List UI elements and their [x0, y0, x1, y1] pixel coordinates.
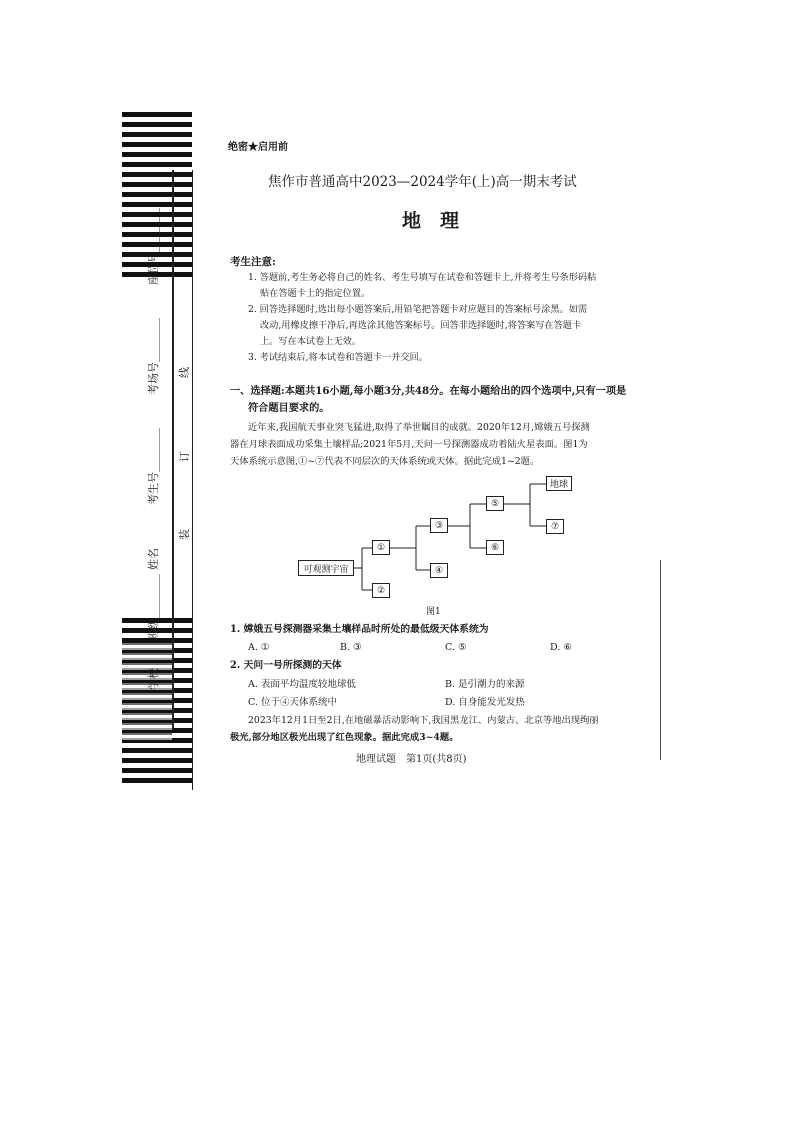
field-examinee: 考生号________	[147, 428, 160, 505]
q2-option-c: C. 位于④天体系统中	[248, 697, 337, 708]
notice-item-2: 2. 回答选择题时,选出每小题答案后,用铅笔把答题卡对应题目的答案标号涂黑。如需	[248, 304, 588, 315]
celestial-system-diagram	[290, 470, 600, 610]
field-seat: 座位号________	[147, 208, 160, 285]
notice-item-3: 3. 考试结束后,将本试卷和答题卡一并交回。	[248, 352, 428, 363]
exam-title: 焦作市普通高中2023—2024学年(上)高一期末考试	[268, 174, 577, 190]
q1-option-c: C. ⑤	[445, 642, 467, 653]
diagram-node-earth: 地球	[546, 476, 572, 491]
diagram-node-2: ②	[372, 583, 390, 598]
q1-stem: 1. 嫦娥五号探测器采集土壤样品时所处的最低级天体系统为	[230, 624, 489, 635]
passage2-line1: 2023年12月1日至2日,在地磁暴活动影响下,我国黑龙江、内蒙古、北京等地出现绚丽	[248, 715, 599, 726]
cut-mark-line: 线	[178, 367, 191, 378]
q1-option-a: A. ①	[248, 642, 270, 653]
field-class: 班级________	[147, 574, 160, 640]
q1-option-b: B. ③	[340, 642, 362, 653]
page-footer: 地理试题 第1页(共8页)	[356, 754, 467, 765]
notice-item-1: 1. 答题前,考生务必将自己的姓名、考生号填写在试卷和答题卡上,并将考生号条形码粘	[248, 272, 597, 283]
cut-mark-pack: 装	[178, 529, 191, 540]
q2-option-d: D. 自身能发光发热	[445, 697, 525, 708]
field-school: 学校	[147, 668, 160, 690]
binding-line	[172, 170, 174, 730]
notice-item-2b: 改动,用橡皮擦干净后,再选涂其他答案标号。回答非选择题时,将答案写在答题卡	[260, 320, 582, 331]
binding-white-gap	[122, 640, 172, 740]
q2-stem: 2. 天问一号所探测的天体	[230, 660, 342, 671]
q2-option-b: B. 是引潮力的来源	[445, 679, 525, 690]
field-name: 姓名	[147, 548, 160, 570]
subject-title: 地 理	[402, 210, 460, 232]
binding-line-outer	[192, 170, 193, 790]
diagram-node-7: ⑦	[546, 519, 564, 534]
section-heading-line1: 一、选择题:本题共16小题,每小题3分,共48分。在每小题给出的四个选项中,只有一项是	[230, 385, 627, 397]
notice-heading: 考生注意:	[230, 256, 276, 268]
passage1-line1: 近年来,我国航天事业突飞猛进,取得了举世瞩目的成就。2020年12月,嫦娥五号探测	[248, 422, 590, 433]
notice-item-2c: 上。写在本试卷上无效。	[260, 336, 362, 347]
passage1-line3: 天体系统示意图,①~⑦代表不同层次的天体系统或天体。据此完成1~2题。	[230, 456, 540, 467]
diagram-caption: 图1	[426, 607, 441, 617]
q1-option-d: D. ⑥	[550, 642, 572, 653]
diagram-node-5: ⑤	[486, 496, 504, 511]
diagram-root-box: 可观测宇宙	[298, 560, 354, 576]
section-heading-line2: 符合题目要求的。	[248, 402, 330, 414]
diagram-node-6: ⑥	[486, 540, 504, 555]
diagram-node-1: ①	[372, 540, 390, 555]
binding-stripes-top-cut	[122, 112, 170, 174]
passage2-line2: 极光,部分地区极光出现了红色现象。据此完成3~4题。	[230, 732, 459, 743]
cut-mark-bind: 订	[178, 451, 191, 462]
diagram-node-4: ④	[430, 563, 448, 578]
diagram-node-3: ③	[430, 518, 448, 533]
q2-option-a: A. 表面平均温度较地球低	[248, 679, 356, 690]
notice-item-1b: 贴在答题卡上的指定位置。	[260, 288, 371, 299]
secret-label: 绝密★启用前	[228, 142, 288, 153]
passage1-line2: 器在月球表面成功采集土壤样品;2021年5月,天问一号探测器成功着陆火星表面。图1为	[230, 439, 588, 450]
field-room: 考场号________	[147, 318, 160, 395]
scan-edge-line	[660, 560, 661, 760]
